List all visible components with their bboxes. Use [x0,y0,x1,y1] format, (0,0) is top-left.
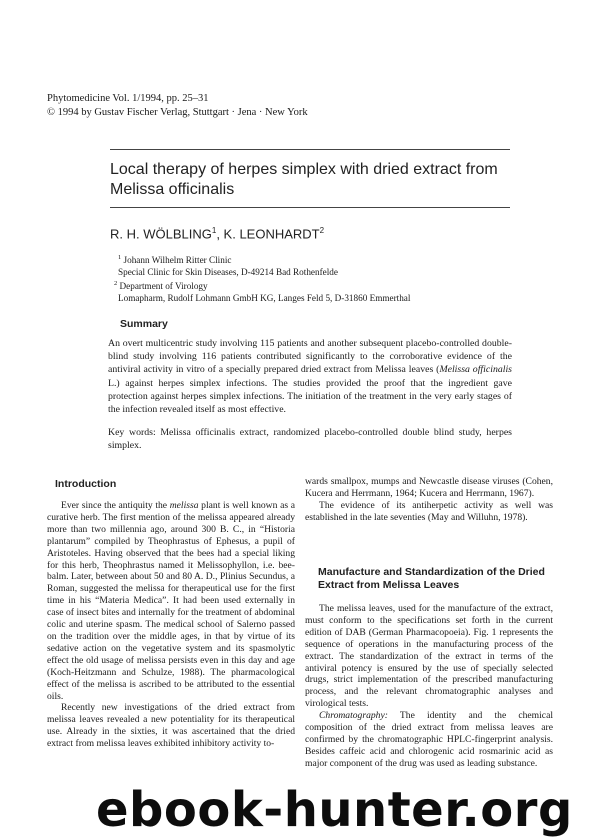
affiliation-2-address: Lomapharm, Rudolf Lohmann GmbH KG, Langes Feld 5, D-31860 Emmerthal [118,292,411,303]
article-title [110,160,530,200]
manufacture-heading: Manufacture and Standardization of the Dried Extract from Melissa Leaves [318,566,545,591]
affiliation-2 [114,278,411,304]
author-2-affiliation-mark: 2 [319,226,325,235]
intro-p1-rest: plant is well known as a curative herb. The first mention of the melissa appeared already more than two millennia ago, around 300 B. C., in “Historia plantarum” compiled by Theophrastus of Ephesus, a pupil of Aristoteles. Having observed that the bees had a special liking for this herb, Theophrastus named it Melissophyllon, i.e. bee-balm. Later, between about 50 and 80 A. D., Plinius Secundus, a Roman, suggested the melissa for therapeutical use for the first time in his “Materia Medica”. It had been used externally in case of insect bites and internally for the treatment of abdominal colic and uterine spasm. The medical school of Salerno passed on the tradition over the middle ages, in that by virtue of its sedative action on the vegetative system and its spasmolytic effect the old usage of melissa persists even in this day and age (Koch-Heitzmann and Schulze, 1988). The pharmacological effect of the melissa is ascribed to be attributed to the essential oils. [47,500,295,702]
affiliation-1-mark: 1 [118,254,122,261]
copyright-line: © 1994 by Gustav Fischer Verlag, Stuttgart · Jena · New York [47,107,308,118]
manufacture-paragraph-2 [305,710,553,770]
author-line [110,226,324,241]
author-1: R. H. WÖLBLING [110,226,212,242]
affiliation-1 [118,252,410,278]
manufacture-p2-rest: The identity and the chemical composition of the dried extract from melissa leaves are confirmed by the chromatographic HPLC-fingerprint analysis. Besides caffeic acid and chlorogenic acid rosmarinic acid as major component of the drug was used as leading substance. [305,710,553,769]
intro-paragraph-1 [47,500,295,702]
summary-text [108,337,512,416]
site-watermark: ebook-hunter.org [96,782,573,838]
title-bottom-rule [110,207,510,208]
intro-paragraph-2: Recently new investigations of the dried extract from melissa leaves revealed a new potentiality for its therapeutical use. Already in the sixties, it was ascertained that the dried extract from melissa leaves exhibited inhibitory activity to- [47,702,295,750]
author-1-affiliation-mark: 1 [211,226,217,235]
introduction-heading: Introduction [55,478,117,490]
summary-text-part-2: L.) against herpes simplex infections. The studies provided the proof that the ingredient gave protection against herpes simplex infections. The initiation of the treatment in the very early stages of the infection revealed itself as most effective. [108,377,512,416]
author-separator: , [216,226,224,242]
affiliation-1-address: Special Clinic for Skin Diseases, D-49214 Bad Rothenfelde [118,266,338,277]
author-2: K. LEONHARDT [223,226,320,242]
summary-text-part-1: An overt multicentric study involving 115 patients and another subsequent placebo-controlled double-blind study involving 116 patients contributed significantly to the corroborative evidence of the antiviral activity in vitro of a specially prepared dried extract from Melissa leaves ( [108,338,512,376]
manufacture-paragraph-1: The melissa leaves, used for the manufacture of the extract, must conform to the specifications set forth in the current edition of DAB (German Pharmacopoeia). Fig. 1 represents the sequence of operations in the manufacturing process of the extract. The standardization of the extract in terms of the antiviral potency is ensured by the use of specially selected drugs, strict implementation of the prescribed manufacturing process, and the relevant chromatographic analyses and virological tests. [305,603,553,710]
manufacture-body [305,603,553,770]
keywords: Key words: Melissa officinalis extract, randomized placebo-controlled double blind study, herpes simplex. [108,427,512,452]
introduction-body [47,500,295,750]
intro-p2-continuation: wards smallpox, mumps and Newcastle disease viruses (Cohen, Kucera and Herrmann, 1964; Kucera and Herrmann, 1967). [305,476,553,499]
affiliation-1-name: Johann Wilhelm Ritter Clinic [123,255,232,266]
journal-citation: Phytomedicine Vol. 1/1994, pp. 25–31 [47,93,209,104]
intro-p1-start: Ever since the antiquity the [61,500,170,511]
summary-species-name: Melissa officinalis [439,364,512,376]
title-line-1: Local therapy of herpes simplex with dried extract from [110,161,498,178]
intro-p1-italic: melissa [169,500,199,511]
intro-paragraph-3: The evidence of its antiherpetic activity as well was established in the late seventies (May and Willuhn, 1978). [305,499,553,523]
summary-heading: Summary [120,318,168,330]
affiliation-2-mark: 2 [114,280,118,288]
chromatography-label: Chromatography: [319,710,388,722]
journal-header [47,92,308,120]
title-line-2: Melissa officinalis [110,181,235,198]
affiliations [114,252,411,305]
introduction-continued [305,476,553,524]
title-top-rule [110,149,510,150]
affiliation-2-name: Department of Virology [119,281,208,292]
